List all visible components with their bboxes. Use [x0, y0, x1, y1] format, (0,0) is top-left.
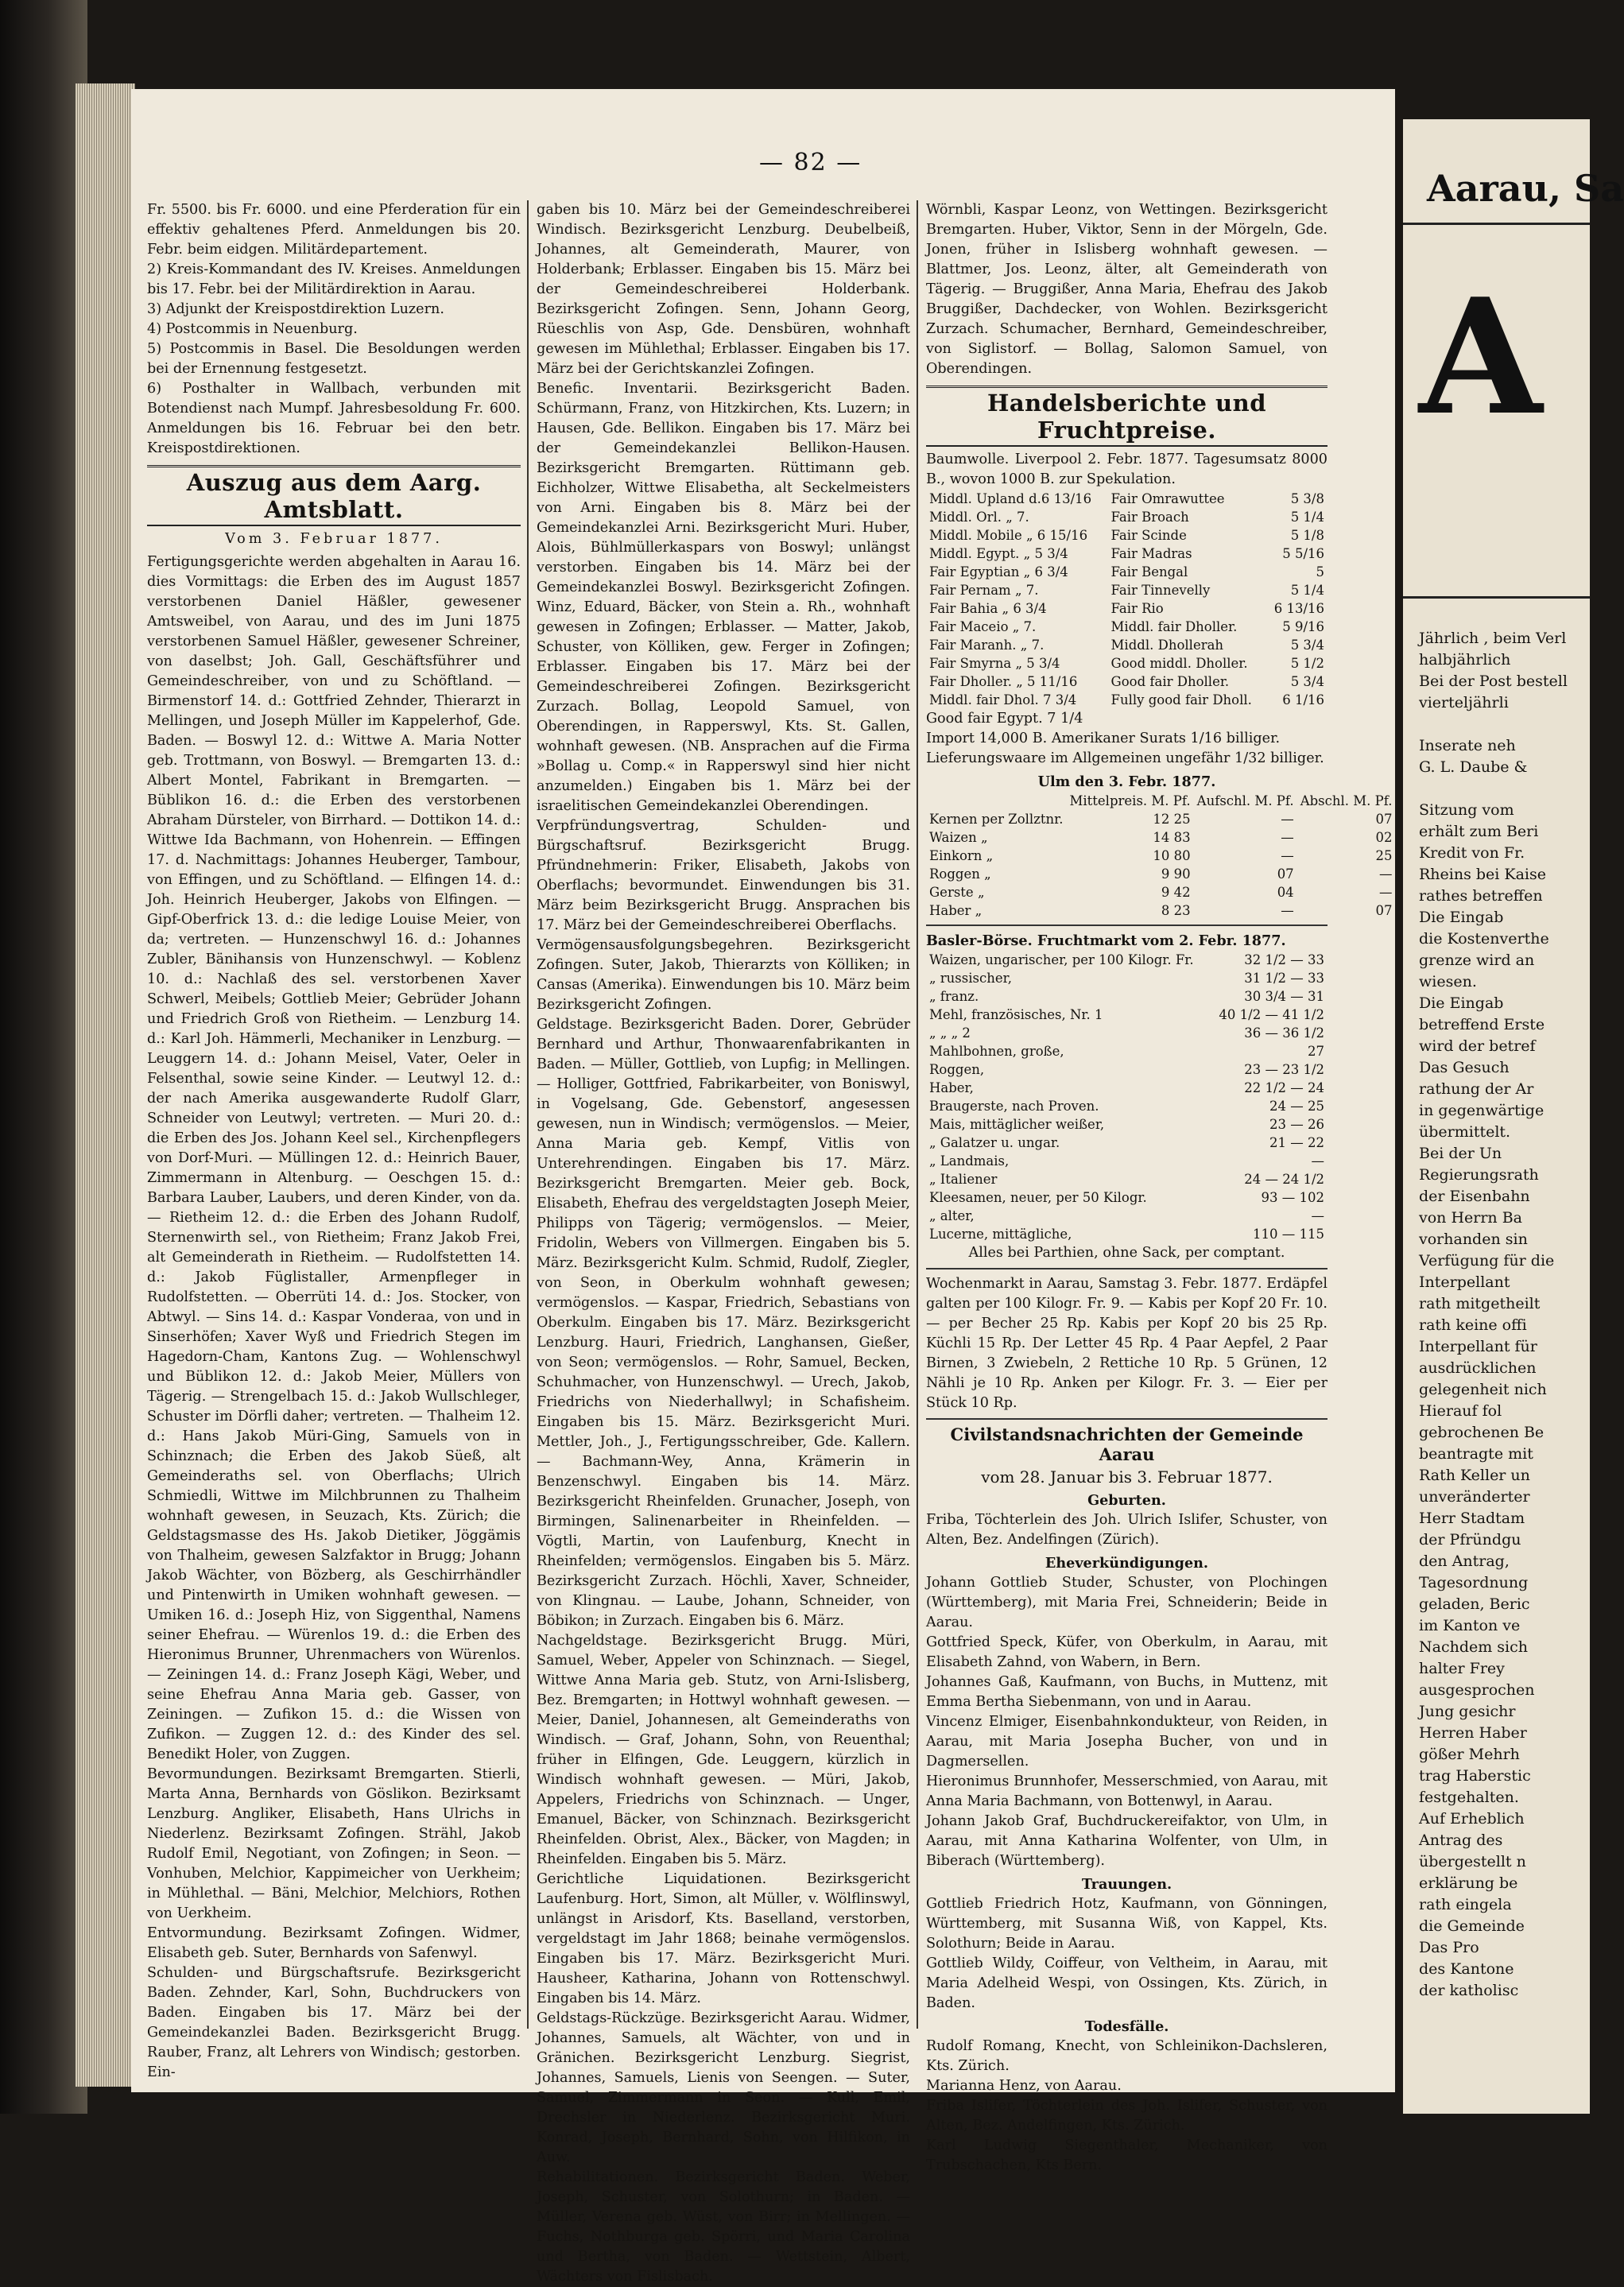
- table-row: [926, 1170, 1327, 1188]
- next-page-line: Jährlich , beim Verl: [1419, 630, 1567, 647]
- table-cell: 24 — 25: [1269, 1099, 1324, 1114]
- table-cell: Abschl. M. Pf.: [1300, 793, 1393, 808]
- cotton-footer-line: Lieferungswaare im Allgemeinen ungefähr 1/32 billiger.: [926, 750, 1324, 766]
- next-page-line: vierteljährli: [1419, 694, 1509, 711]
- table-cell: —: [1379, 885, 1393, 900]
- table-cell: 27: [1308, 1044, 1324, 1059]
- table-cell: Fair Bahia „ 6 3/4: [929, 601, 1047, 616]
- table-row: [926, 508, 1327, 526]
- table-cell: Good middl. Dholler.: [1110, 656, 1248, 671]
- divider: [926, 924, 1327, 926]
- next-page-title: Aarau, Sa: [1427, 167, 1624, 210]
- next-page-line: G. L. Daube &: [1419, 758, 1528, 776]
- table-row: [926, 1115, 1327, 1134]
- next-page-line: [1419, 778, 1586, 800]
- paragraph: Nachgeldstage. Bezirksgericht Brugg. Müri, Samuel, Weber, Appeler von Schinznach. — Siegel, Wittwe Anna Maria geb. Stutz, von Arni-Islisberg, Bez. Bremgarten; in Hottwyl wohnhaft gewesen. — Meier, Daniel, Johannesen, alt Gemeinderaths von Windisch. — Graf, Johann, Sohn, von Reuenthal; früher in Elfingen, Gde. Leuggern, kürzlich in Windisch wohnhaft gewesen. — Müri, Jakob, Appelers, Friedrichs von Schinznach. — Unger, Emanuel, Bäcker, von Schinznach. Bezirksgericht Rheinfelden. Obrist, Alex., Bäcker, von Magden; in Rheinfelden. Eingaben bis 5. März.: [537, 1633, 910, 1867]
- next-page-line: die Gemeinde: [1419, 1917, 1525, 1935]
- section-date: Vom 3. Februar 1877.: [225, 531, 443, 547]
- table-cell: Fair Smyrna „ 5 3/4: [929, 656, 1060, 671]
- next-page-line: rath eingela: [1419, 1896, 1512, 1913]
- ulm-price-table: [926, 792, 1396, 920]
- table-cell: 9 90: [1161, 866, 1191, 882]
- table-cell: 5 1/8: [1290, 528, 1324, 543]
- table-cell: Kleesamen, neuer, per 50 Kilogr.: [929, 1190, 1147, 1205]
- civil-entry: Gottlieb Friedrich Hotz, Kaufmann, von Gönningen, Württemberg, mit Susanna Wiß, von Kappel, Kts. Solothurn; Beide in Aarau.: [926, 1896, 1327, 1952]
- wochenmarkt-text: Wochenmarkt in Aarau, Samstag 3. Febr. 1877. Erdäpfel galten per 100 Kilogr. Fr. 9. — Kabis per Kopf 20 Fr. 10. — per Becher 25 Rp. Kabis per Kopf 20 bis 25 Rp. Küchli 15 Rp. Der Letter 45 Rp. 4 Paar Aepfel, 2 Paar Birnen, 3 Zwiebeln, 2 Rettiche 10 Rp. 5 Grünen, 12 Nähli je 10 Rp. Anken per Kilogr. Fr. 3. — Eier per Stück 10 Rp.: [926, 1276, 1327, 1411]
- table-row: [926, 691, 1327, 709]
- next-page-line: trag Haberstic: [1419, 1767, 1531, 1785]
- page-edges: [76, 83, 135, 2087]
- paragraph: 6) Posthalter in Wallbach, verbunden mit Botendienst nach Mumpf. Jahresbesoldung Fr. 600. Anmeldungen bis 16. Februar bei den betr. Kreispostdirektionen.: [147, 381, 521, 456]
- next-page-line: Jung gesichr: [1419, 1703, 1516, 1720]
- table-cell: 6 13/16: [1273, 601, 1324, 616]
- paragraph: Schulden- und Bürgschaftsrufe. Bezirksgericht Baden. Zehnder, Karl, Sohn, Buchdruckers von Baden. Eingaben bis 17. März bei der Gemeindekanzlei Baden. Bezirksgericht Brugg. Rauber, Franz, alt Lehrers von Windisch; gestorben. Ein-: [147, 1965, 521, 2080]
- table-row: [926, 636, 1327, 654]
- next-page-line: unveränderter: [1419, 1488, 1530, 1506]
- table-cell: Good fair Dholler.: [1110, 674, 1230, 689]
- table-cell: „ Galatzer u. ungar.: [929, 1135, 1060, 1150]
- table-cell: Middl. fair Dholler.: [1110, 619, 1238, 634]
- table-cell: Fair Dholler. „ 5 11/16: [929, 674, 1078, 689]
- civil-entry: Johann Gottlieb Studer, Schuster, von Plochingen (Württemberg), mit Maria Frei, Schneiderin; Beide in Aarau.: [926, 1575, 1327, 1630]
- next-page-line: wiesen.: [1419, 973, 1477, 990]
- table-row: [926, 563, 1327, 581]
- table-row: [926, 673, 1327, 691]
- table-cell: „ alter,: [929, 1208, 975, 1223]
- next-page-line: Herren Haber: [1419, 1724, 1527, 1742]
- paragraph: Geldstags-Rückzüge. Bezirksgericht Aarau. Widmer, Johannes, Samuels, alt Wächter, von und in Gränichen. Bezirksgericht Lenzburg. Siegrist, Johannes, Samuels, Lienis von Seengen. — Suter, Samuel, Zimmermann in Seon. — Kull, Emil, Drechsler in Niederlenz. Bezirksgericht Muri. Konrad, Joseph, Bernhard, Sohn, von Hilfikon, in Auw.: [537, 2010, 910, 2165]
- next-page-line: Interpellant für: [1419, 1338, 1537, 1355]
- table-cell: —: [1311, 1208, 1324, 1223]
- civil-entry: Johann Jakob Graf, Buchdruckereifaktor, von Ulm, in Aarau, mit Anna Katharina Wolfenter, von Ulm, in Biberach (Württemberg).: [926, 1813, 1327, 1869]
- table-cell: 93 — 102: [1261, 1190, 1324, 1205]
- table-cell: Mais, mittäglicher weißer,: [929, 1117, 1105, 1132]
- table-cell: 5 1/4: [1290, 510, 1324, 525]
- civil-entry: Friba, Töchterlein des Joh. Ulrich Islifer, Schuster, von Alten, Bez. Andelfingen (Zürich).: [926, 1512, 1327, 1548]
- next-page-edge: [1403, 119, 1624, 2114]
- next-page-line: grenze wird an: [1419, 952, 1535, 969]
- civil-entry: Karl Ludwig Siegenthaler, Mechaniker, von Trubschachen, Kts Bern.: [926, 2138, 1327, 2173]
- table-cell: Middl. Orl. „ 7.: [929, 510, 1029, 525]
- paragraph: Fr. 5500. bis Fr. 6000. und eine Pferderation für ein effektiv gehaltenes Pferd. Anmeldungen bis 20. Febr. beim eidgen. Militärdepartement.: [147, 202, 521, 258]
- next-page-line: rathes betreffen: [1419, 887, 1543, 905]
- next-page-line: festgehalten.: [1419, 1789, 1519, 1806]
- table-cell: Mahlbohnen, große,: [929, 1044, 1064, 1059]
- table-cell: Waizen „: [929, 830, 988, 845]
- next-page-line: geladen, Beric: [1419, 1595, 1530, 1613]
- table-cell: 21 — 22: [1269, 1135, 1324, 1150]
- paragraph: Wörnbli, Kaspar Leonz, von Wettingen. Bezirksgericht Bremgarten. Huber, Viktor, Senn in der Mörgeln, Gde. Jonen, früher in Islisberg wohnhaft gewesen. — Blattmer, Jos. Leonz, älter, alt Gemeinderath von Tägerig. — Bruggißer, Anna Maria, Ehefrau des Jakob Bruggißer, Dachdecker, von Wohlen. Bezirksgericht Zurzach. Schumacher, Bernhard, Gemeindeschreiber, von Siglistorf. — Bollag, Salomon Samuel, von Oberendingen.: [926, 202, 1327, 377]
- table-cell: 24 — 24 1/2: [1244, 1172, 1324, 1187]
- civil-sections: [926, 1490, 1327, 2176]
- next-page-line: rath keine offi: [1419, 1316, 1527, 1334]
- next-page-line: [1419, 714, 1586, 735]
- next-page-line: in gegenwärtige: [1419, 1102, 1545, 1119]
- next-page-line: erhält zum Beri: [1419, 823, 1539, 840]
- next-page-line: erklärung be: [1419, 1874, 1518, 1892]
- table-cell: 5 1/2: [1290, 656, 1324, 671]
- table-cell: 5 1/4: [1290, 583, 1324, 598]
- table-cell: „ franz.: [929, 989, 979, 1004]
- table-cell: 5 9/16: [1282, 619, 1324, 634]
- table-cell: 5 3/4: [1290, 638, 1324, 653]
- book-spine: [0, 0, 87, 2114]
- table-cell: Middl. Egypt. „ 5 3/4: [929, 546, 1068, 561]
- next-page-line: Herr Stadtam: [1419, 1510, 1525, 1527]
- table-row: [926, 987, 1327, 1006]
- table-row: [926, 545, 1327, 563]
- civil-subtitle: vom 28. Januar bis 3. Februar 1877.: [981, 1467, 1273, 1487]
- table-row: [926, 847, 1396, 865]
- paragraph: Benefic. Inventarii. Bezirksgericht Baden. Schürmann, Franz, von Hitzkirchen, Kts. Luzern; in Hausen, Gde. Bellikon. Eingaben bis 17. März bei der Gemeindekanzlei Bellikon-Hausen. Bezirksgericht Bremgarten. Rüttimann geb. Eichholzer, Wittwe Elisabetha, alt Seckelmeisters von Arni. Eingaben bis 8. März bei der Gemeindekanzlei Arni. Bezirksgericht Muri. Huber, Alois, Bühlmüllerkaspars von Boswyl; unlängst verstorben. Eingaben bis 14. März bei der Gemeindekanzlei Boswyl. Bezirksgericht Zofingen. Winz, Eduard, Bäcker, von Stein a. Rh., wohnhaft gewesen in Zofingen; Erblasser. — Matter, Jakob, Schuster, von Kölliken, gew. Ferger in Zofingen; Erblasser. Eingaben bis 17. März bei der Gemeindeschreiberei Zofingen. Bezirksgericht Zurzach. Bollag, Leopold Samuel, von Oberendingen, in Rapperswyl, Kts. St. Gallen, wohnhaft gewesen. (NB. Ansprachen auf die Firma »Bollag u. Comp.« in Rapperswyl sind hier nicht anzumelden.) Eingaben bis 1. März bei der israelitischen Gemeindekanzlei Oberendingen.: [537, 381, 910, 814]
- table-cell: „ russischer,: [929, 971, 1012, 986]
- next-page-line: gebrochenen Be: [1419, 1424, 1545, 1441]
- column-divider: [917, 200, 918, 2029]
- table-cell: Mehl, französisches, Nr. 1: [929, 1007, 1103, 1022]
- divider: [926, 1268, 1327, 1269]
- table-cell: 25: [1375, 848, 1393, 863]
- column-divider: [527, 200, 529, 2029]
- basel-title: Basler-Börse. Fruchtmarkt vom 2. Febr. 1877.: [926, 932, 1286, 949]
- table-row: [926, 1225, 1327, 1243]
- table-cell: Fair Egyptian „ 6 3/4: [929, 564, 1068, 580]
- table-cell: Roggen,: [929, 1062, 985, 1077]
- table-row: [926, 969, 1327, 987]
- next-page-line: gößer Mehrh: [1419, 1746, 1520, 1763]
- table-row: [926, 599, 1327, 618]
- next-page-line: Die Eingab: [1419, 994, 1504, 1012]
- next-page-line: übermittelt.: [1419, 1123, 1511, 1141]
- table-cell: Fair Maranh. „ 7.: [929, 638, 1045, 653]
- paragraph: 4) Postcommis in Neuenburg.: [147, 321, 358, 337]
- table-cell: Fair Madras: [1110, 546, 1192, 561]
- table-cell: Fair Broach: [1110, 510, 1189, 525]
- table-cell: Middl. Mobile „ 6 15/16: [929, 528, 1088, 543]
- table-cell: Fair Omrawuttee: [1110, 491, 1225, 506]
- civil-section-heading: Trauungen.: [1081, 1876, 1172, 1893]
- basel-price-table: [926, 951, 1327, 1243]
- table-cell: —: [1379, 866, 1393, 882]
- next-page-line: ausdrücklichen: [1419, 1359, 1537, 1377]
- table-row: [926, 581, 1327, 599]
- table-cell: 07: [1277, 866, 1294, 882]
- next-page-line: die Kostenverthe: [1419, 930, 1549, 948]
- next-page-line: Das Pro: [1419, 1939, 1479, 1956]
- cotton-footer-line: Good fair Egypt. 7 1/4: [926, 711, 1083, 727]
- civil-title: Civilstandsnachrichten der Gemeinde Aarau: [950, 1425, 1304, 1464]
- paragraph: 2) Kreis-Kommandant des IV. Kreises. Anmeldungen bis 17. Febr. bei der Militärdirektion in Aarau.: [147, 262, 521, 297]
- table-cell: —: [1281, 903, 1294, 918]
- next-page-line: Rheins bei Kaise: [1419, 866, 1547, 883]
- cotton-footer: [926, 709, 1327, 769]
- next-page-line: Hierauf fol: [1419, 1402, 1502, 1420]
- next-page-line: Nachdem sich: [1419, 1638, 1528, 1656]
- table-cell: 31 1/2 — 33: [1244, 971, 1324, 986]
- table-cell: Roggen „: [929, 866, 991, 882]
- table-cell: 23 — 23 1/2: [1244, 1062, 1324, 1077]
- civil-entry: Vincenz Elmiger, Eisenbahnkondukteur, von Reiden, in Aarau, mit Maria Josepha Bucher, von und in Dagmersellen.: [926, 1714, 1327, 1770]
- table-cell: Fully good fair Dholl.: [1110, 692, 1252, 707]
- civil-entry: Gottfried Speck, Küfer, von Oberkulm, in Aarau, mit Elisabeth Zahnd, von Wabern, in Bern.: [926, 1634, 1327, 1670]
- table-row: [926, 883, 1396, 901]
- table-cell: 30 3/4 — 31: [1244, 989, 1324, 1004]
- paragraph: Geldstage. Bezirksgericht Baden. Dorer, Gebrüder Bernhard und Arthur, Thonwaarenfabrikanten in Baden. — Müller, Gottlieb, von Lupfig; in Mellingen. — Holliger, Gottfried, Fabrikarbeiter, von Boniswyl, in Vogelsang, Gde. Gebenstorf, angesessen gewesen, nun in Windisch; vermögenslos. — Meier, Anna Maria geb. Kempf, Vitlis von Unterehrendingen. Eingaben bis 17. März. Bezirksgericht Bremgarten. Meier geb. Bock, Elisabeth, Ehefrau des vergeldstagten Joseph Meier, Philipps von Tägerig; vermögenslos. — Meier, Fridolin, Webers von Villmergen. Eingaben bis 5. März. Bezirksgericht Kulm. Schmid, Rudolf, Ziegler, von Seon, in Oberkulm wohnhaft gewesen; vermögenslos. — Kaspar, Friedrich, Sebastians von Oberkulm. Eingaben bis 17. März. Bezirksgericht Lenzburg. Hauri, Friedrich, Langhansen, Gießer, von Seon; vermögenslos. — Rohr, Samuel, Becken, Schuhmacher, von Hunzenschwyl. — Urech, Jakob, Friedrichs von Niederhallwyl; in Schafisheim. Eingaben bis 15. März. Bezirksgericht Muri. Mettler, Joh., J., Fertigungsschreiber, Gde. Kallern. — Bachmann-Wey, Anna, Krämerin in Benzenschwyl. Eingaben bis 14. März. Bezirksgericht Rheinfelden. Grunacher, Joseph, von Birmingen, Salinenarbeiter in Rheinfelden. — Vögtli, Martin, von Laufenburg, Knecht in Rheinfelden; vermögenslos. Eingaben bis 5. März. Bezirksgericht Zurzach. Höchli, Xaver, Schneider, von Klingnau. — Laube, Johann, Schneider, von Böbikon; in Zurzach. Eingaben bis 6. März.: [537, 1017, 910, 1629]
- table-cell: 40 1/2 — 41 1/2: [1219, 1007, 1324, 1022]
- table-cell: —: [1281, 830, 1294, 845]
- next-page-line: betreffend Erste: [1419, 1016, 1545, 1033]
- civil-entry: Marianna Henz, von Aarau.: [926, 2078, 1122, 2094]
- next-page-line: Sitzung vom: [1419, 801, 1514, 819]
- next-page-line: vorhanden sin: [1419, 1231, 1528, 1248]
- table-cell: Fair Rio: [1110, 601, 1164, 616]
- table-cell: [926, 792, 1066, 810]
- next-page-line: Inserate neh: [1419, 737, 1516, 754]
- table-cell: „ Italiener: [929, 1172, 998, 1187]
- cotton-price-table: [926, 490, 1327, 709]
- table-cell: 23 — 26: [1269, 1117, 1324, 1132]
- paragraph: Vermögensausfolgungsbegehren. Bezirksgericht Zofingen. Suter, Jakob, Thierarzts von Kölliken; in Cansas (Amerika). Einwendungen bis 10. März beim Bezirksgericht Zofingen.: [537, 937, 910, 1013]
- paragraph: 5) Postcommis in Basel. Die Besoldungen werden bei der Ernennung festgesetzt.: [147, 341, 521, 377]
- column-3-top: [926, 200, 1327, 490]
- next-page-line: der Eisenbahn: [1419, 1188, 1530, 1205]
- table-row: [926, 1006, 1327, 1024]
- paragraph: Rehabilitationen. Bezirksgericht Baden. Weber, Joseph, Schuster, von Solothurn; in Baden. — Müller, Verena geb. Wüst, von Birr; in Mellingen. — Fuchs, Nothburga geb. Spörri, und Maria Carolina und Bertha, von Baden. — Wettstein, Albert, Wächters von Fislisbach.: [537, 2169, 910, 2285]
- table-cell: 5 3/8: [1290, 491, 1324, 506]
- table-cell: 6 1/16: [1282, 692, 1324, 707]
- next-page-line: rathung der Ar: [1419, 1080, 1534, 1098]
- next-page-line: Regierungsrath: [1419, 1166, 1539, 1184]
- table-row: [926, 1097, 1327, 1115]
- paragraph: Gerichtliche Liquidationen. Bezirksgericht Laufenburg. Hort, Simon, alt Müller, v. Wölflinswyl, unlängst in Arisdorf, Kts. Baselland, verstorben, vergeldstagt im Jahr 1868; beinahe vermögenslos. Eingaben bis 17. März. Bezirksgericht Muri. Hausheer, Katharina, Johann von Rottenschwyl. Eingaben bis 14. März.: [537, 1871, 910, 2006]
- table-cell: 12 25: [1153, 812, 1191, 827]
- table-cell: Haber,: [929, 1080, 974, 1095]
- table-cell: Fair Pernam „ 7.: [929, 583, 1039, 598]
- cotton-footer-line: Import 14,000 B. Amerikaner Surats 1/16 billiger.: [926, 731, 1281, 746]
- next-page-line: übergestellt n: [1419, 1853, 1526, 1870]
- next-page-line: des Kantone: [1419, 1960, 1514, 1978]
- paragraph: gaben bis 10. März bei der Gemeindeschreiberei Windisch. Bezirksgericht Lenzburg. Deubelbeiß, Johannes, alt Gemeinderath, Maurer, von Holderbank; Erblasser. Eingaben bis 15. März bei der Gemeindeschreiberei Holderbank. Bezirksgericht Zofingen. Senn, Johann Georg, Rüeschlis von Asp, Gde. Densbüren, wohnhaft gewesen im Mühlethal; Erblasser. Eingaben bis 17. März bei der Gerichtskanzlei Zofingen.: [537, 202, 910, 377]
- civil-section-heading: Todesfälle.: [1084, 2018, 1169, 2035]
- table-cell: 07: [1375, 903, 1393, 918]
- table-cell: 9 42: [1161, 885, 1191, 900]
- next-page-line: Auf Erheblich: [1419, 1810, 1525, 1828]
- next-page-line: von Herrn Ba: [1419, 1209, 1522, 1227]
- table-row: [926, 1079, 1327, 1097]
- next-page-line: Bei der Post bestell: [1419, 673, 1568, 690]
- table-row: [926, 526, 1327, 545]
- table-cell: Einkorn „: [929, 848, 994, 863]
- table-cell: Fair Bengal: [1110, 564, 1188, 580]
- next-page-line: ausgesprochen: [1419, 1681, 1535, 1699]
- table-cell: 5 3/4: [1290, 674, 1324, 689]
- table-row: [926, 865, 1396, 883]
- section-heading: Auszug aus dem Aarg. Amtsblatt.: [147, 465, 521, 526]
- table-cell: Kernen per Zollztnr.: [929, 812, 1064, 827]
- table-cell: Aufschl. M. Pf.: [1196, 793, 1294, 808]
- table-row: [926, 1024, 1327, 1042]
- table-cell: 22 1/2 — 24: [1244, 1080, 1324, 1095]
- table-row: [926, 1134, 1327, 1152]
- table-cell: Middl. Upland d.6 13/16: [929, 491, 1092, 506]
- table-cell: „ Landmais,: [929, 1153, 1010, 1169]
- next-page-line: Die Eingab: [1419, 909, 1504, 926]
- next-page-line: Antrag des: [1419, 1832, 1503, 1849]
- table-cell: 32 1/2 — 33: [1244, 952, 1324, 967]
- table-cell: Fair Scinde: [1110, 528, 1187, 543]
- table-cell: Middl. fair Dhol. 7 3/4: [929, 692, 1077, 707]
- next-page-line: der katholisc: [1419, 1982, 1519, 1999]
- table-cell: Fair Tinnevelly: [1110, 583, 1211, 598]
- table-row: [926, 792, 1396, 810]
- next-page-line: rath mitgetheilt: [1419, 1295, 1541, 1312]
- divider: [926, 1418, 1327, 1420]
- next-page-line: Tagesordnung: [1419, 1574, 1529, 1591]
- column-1: [147, 200, 521, 2080]
- paragraph: Baumwolle. Liverpool 2. Febr. 1877. Tagesumsatz 8000 B., wovon 1000 B. zur Spekulation.: [926, 452, 1327, 487]
- ulm-title: Ulm den 3. Febr. 1877.: [1037, 773, 1216, 790]
- table-row: [926, 1060, 1327, 1079]
- paragraph: 3) Adjunkt der Kreispostdirektion Luzern.: [147, 301, 444, 317]
- civil-entry: Hieronimus Brunnhofer, Messerschmied, von Aarau, mit Anna Maria Bachmann, von Bottenwyl, in Aarau.: [926, 1773, 1327, 1809]
- table-cell: 5: [1316, 564, 1324, 580]
- column-2: [537, 200, 910, 2285]
- next-page-masthead-initial: A: [1419, 264, 1543, 451]
- paragraph: Entvormundung. Bezirksamt Zofingen. Widmer, Elisabeth geb. Suter, Bernhards von Safenwyl.: [147, 1925, 521, 1961]
- civil-entry: Gottlieb Wildy, Coiffeur, von Veltheim, in Aarau, mit Maria Adelheid Wespi, von Ossingen, Kts. Zürich, in Baden.: [926, 1956, 1327, 2011]
- civil-entry: Friba Islifer, Töchterlein des Joh. Islifer, Schuster, von Alten, Bez. Andelfingen, Kts. Zürich.: [926, 2098, 1327, 2134]
- next-page-line: Das Gesuch: [1419, 1059, 1510, 1076]
- next-page-line: der Pfründgu: [1419, 1531, 1521, 1549]
- table-cell: 14 83: [1153, 830, 1191, 845]
- next-page-line: halter Frey: [1419, 1660, 1505, 1677]
- table-cell: Middl. Dhollerah: [1110, 638, 1224, 653]
- table-cell: „ „ „ 2: [929, 1025, 971, 1041]
- paragraph: Verpfründungsvertrag, Schulden- und Bürgschaftsruf. Bezirksgericht Brugg. Pfründnehmerin: Friker, Elisabeth, Jakobs von Oberflachs; bevormundet. Einwendungen bis 31. März beim Bezirksgericht Brugg. Ansprachen bis 17. März bei der Gemeindeschreiberei Oberflachs.: [537, 818, 910, 933]
- next-page-line: den Antrag,: [1419, 1552, 1510, 1570]
- table-cell: Mittelpreis. M. Pf.: [1069, 793, 1191, 808]
- table-cell: —: [1311, 1153, 1324, 1169]
- table-cell: 5 5/16: [1282, 546, 1324, 561]
- table-cell: Fair Maceio „ 7.: [929, 619, 1037, 634]
- next-page-line: wird der betref: [1419, 1037, 1536, 1055]
- next-page-line: Bei der Un: [1419, 1145, 1502, 1162]
- table-cell: —: [1281, 812, 1294, 827]
- table-row: [926, 810, 1396, 828]
- civil-entry: Rudolf Romang, Knecht, von Schleinikon-Dachsleren, Kts. Zürich.: [926, 2038, 1327, 2074]
- table-cell: 8 23: [1161, 903, 1191, 918]
- next-page-line: Rath Keller un: [1419, 1467, 1530, 1484]
- table-row: [926, 951, 1327, 969]
- next-page-line: halbjährlich: [1419, 651, 1511, 669]
- table-cell: Gerste „: [929, 885, 985, 900]
- table-cell: 07: [1375, 812, 1393, 827]
- next-page-line: Verfügung für die: [1419, 1252, 1555, 1269]
- next-page-line: beantragte mit: [1419, 1445, 1533, 1463]
- next-page-line: Kredit von Fr.: [1419, 844, 1525, 862]
- table-row: [926, 654, 1327, 673]
- section-heading: Handelsberichte und Fruchtpreise.: [926, 386, 1327, 447]
- civil-section-heading: Geburten.: [1087, 1492, 1166, 1509]
- newspaper-page: [131, 89, 1395, 2285]
- table-cell: 04: [1277, 885, 1294, 900]
- table-cell: 36 — 36 1/2: [1244, 1025, 1324, 1041]
- table-row: [926, 618, 1327, 636]
- table-cell: Haber „: [929, 903, 983, 918]
- next-page-line: im Kanton ve: [1419, 1617, 1521, 1634]
- column-3: [926, 200, 1393, 2173]
- basel-footer: Alles bei Parthien, ohne Sack, per comptant.: [968, 1245, 1285, 1261]
- table-row: [926, 1207, 1327, 1225]
- table-row: [926, 901, 1396, 920]
- table-cell: 110 — 115: [1253, 1227, 1324, 1242]
- table-row: [926, 1152, 1327, 1170]
- table-row: [926, 828, 1396, 847]
- table-cell: Lucerne, mittägliche,: [929, 1227, 1072, 1242]
- divider: [1403, 223, 1590, 225]
- next-page-text: [1419, 628, 1586, 2002]
- next-page-line: Interpellant: [1419, 1273, 1510, 1291]
- next-page-line: gelegenheit nich: [1419, 1381, 1547, 1398]
- paragraph: Fertigungsgerichte werden abgehalten in Aarau 16. dies Vormittags: die Erben des im August 1857 verstorbenen Daniel Häßler, gewesener Amtsweibel, von Aarau, und des im Juni 1875 verstorbenen Samuel Häßler, gewesener Schreiner, von daselbst; Joh. Gall, Geschäftsführer und Gemeindeschreiber, von und zu Schöftland. — Birmenstorf 14. d.: Gottfried Zehnder, Thierarzt in Mellingen, und Joseph Müller im Kappelerhof, Gde. Baden. — Boswyl 12. d.: Wittwe A. Maria Notter geb. Trottmann, von Boswyl. — Bremgarten 13. d.: Albert Montel, Fabrikant in Bremgarten. — Büblikon 16. d.: die Erben des verstorbenen Abraham Dürsteler, von Birrhard. — Dottikon 14. d.: Wittwe Ida Bachmann, von Hohenrein. — Effingen 17. d. Nachmittags: Johannes Heuberger, Tambour, von Effingen, und zu Schöftland. — Elfingen 14. d.: Joh. Heinrich Heuberger, Jakobs von Elfingen. — Gipf-Oberfrick 13. d.: die ledige Louise Meier, von da; vertreten. — Hunzenschwyl 16. d.: Johannes Zubler, Bänihansis von Hunzenschwyl. — Koblenz 10. d.: Nachlaß des sel. verstorbenen Xaver Schwerl, Meibels; Gottlieb Meier; Gebrüder Johann und Friedrich Groß von Rietheim. — Lenzburg 14. d.: Karl Joh. Hämmerli, Mechaniker in Lenzburg. — Leuggern 14. d.: Johann Meisel, Vater, Oeler in Felsenthal, sowie seine Kinder. — Leutwyl 12. d.: der nach Amerika ausgewanderte Rudolf Glarr, Schneider von Leutwyl; vertreten. — Muri 20. d.: die Erben des Jos. Johann Keel sel., Kirchenpflegers von Dorf-Muri. — Müllingen 12. d.: Heinrich Bauer, Zimmermann in Altenburg. — Oeschgen 15. d.: Barbara Lauber, Laubers, und deren Kinder, von da. — Rietheim 12. d.: die Erben des Johann Rudolf, Sternenwirth sel., von Rietheim; Franz Jakob Frei, alt Gemeinderath in Rietheim. — Rudolfstetten 14. d.: Jakob Füglistaller, Armenpfleger in Rudolfstetten. — Oberrüti 14. d.: Jos. Stocker, von Abtwyl. — Sins 14. d.: Kaspar Vonderaa, von und in Sinserhöfen; Xaver Wyß und Friedrich Stegen im Hagedorn-Cham, Kantons Zug. — Wohlenschwyl und Büblikon 12. d.: Jakob Meier, Müllers von Tägerig. — Strengelbach 15. d.: Jakob Wullschleger, Schuster im Dörfli daher; vertreten. — Thalheim 12. d.: Hans Jakob Müri-Ging, Samuels von in Schinznach; die Erben des Jakob Süeß, alt Gemeinderaths sel. von Oberflachs; Ulrich Schmiedli, Wittwe im Milchbrunnen zu Thalheim wohnhaft gewesen, in Seuzach, Kts. Zürich; die Geldstagsmasse des Hs. Jakob Dietiker, Jöggämis von Thalheim, gewesen Salzfaktor in Brugg; Johann Jakob Wächter, von Bözberg, als Geschirrhändler und Pintenwirth in Umiken wohnhaft gewesen. — Umiken 16. d.: Joseph Hiz, von Siggenthal, Namens seiner Ehefrau. — Würenlos 19. d.: die Erben des Hieronimus Brunner, Uhrenmachers von Würenlos. — Zeiningen 14. d.: Franz Joseph Kägi, Weber, und seine Ehefrau Anna Maria geb. Gasser, von Zeiningen. — Zufikon 15. d.: die Wissen von Zufikon. — Zuggen 12. d.: des Kinder des sel. Benedikt Holer, von Zuggen.: [147, 554, 521, 1762]
- table-cell: 10 80: [1153, 848, 1191, 863]
- table-cell: 02: [1375, 830, 1393, 845]
- table-cell: Braugerste, nach Proven.: [929, 1099, 1099, 1114]
- table-row: [926, 490, 1327, 508]
- table-row: [926, 1188, 1327, 1207]
- paragraph: Bevormundungen. Bezirksamt Bremgarten. Stierli, Marta Anna, Bernhards von Göslikon. Bezirksamt Lenzburg. Angliker, Elisabeth, Hans Ulrichs in Niederlenz. Bezirksamt Zofingen. Strähl, Jakob Rudolf Emil, Negotiant, von Zofingen; in Seon. — Vonhuben, Melchior, Kappimeicher von Uerkheim; in Mühlethal. — Bäni, Melchior, Melchiors, Rothen von Uerkheim.: [147, 1766, 521, 1921]
- table-row: [926, 1042, 1327, 1060]
- divider: [1403, 596, 1590, 599]
- page-number: — 82 —: [759, 149, 862, 176]
- table-cell: Waizen, ungarischer, per 100 Kilogr. Fr.: [929, 952, 1194, 967]
- table-cell: —: [1281, 848, 1294, 863]
- civil-entry: Johannes Gaß, Kaufmann, von Buchs, in Muttenz, mit Emma Bertha Siebenmann, von und in Aarau.: [926, 1674, 1327, 1710]
- civil-section-heading: Eheverkündigungen.: [1045, 1555, 1209, 1572]
